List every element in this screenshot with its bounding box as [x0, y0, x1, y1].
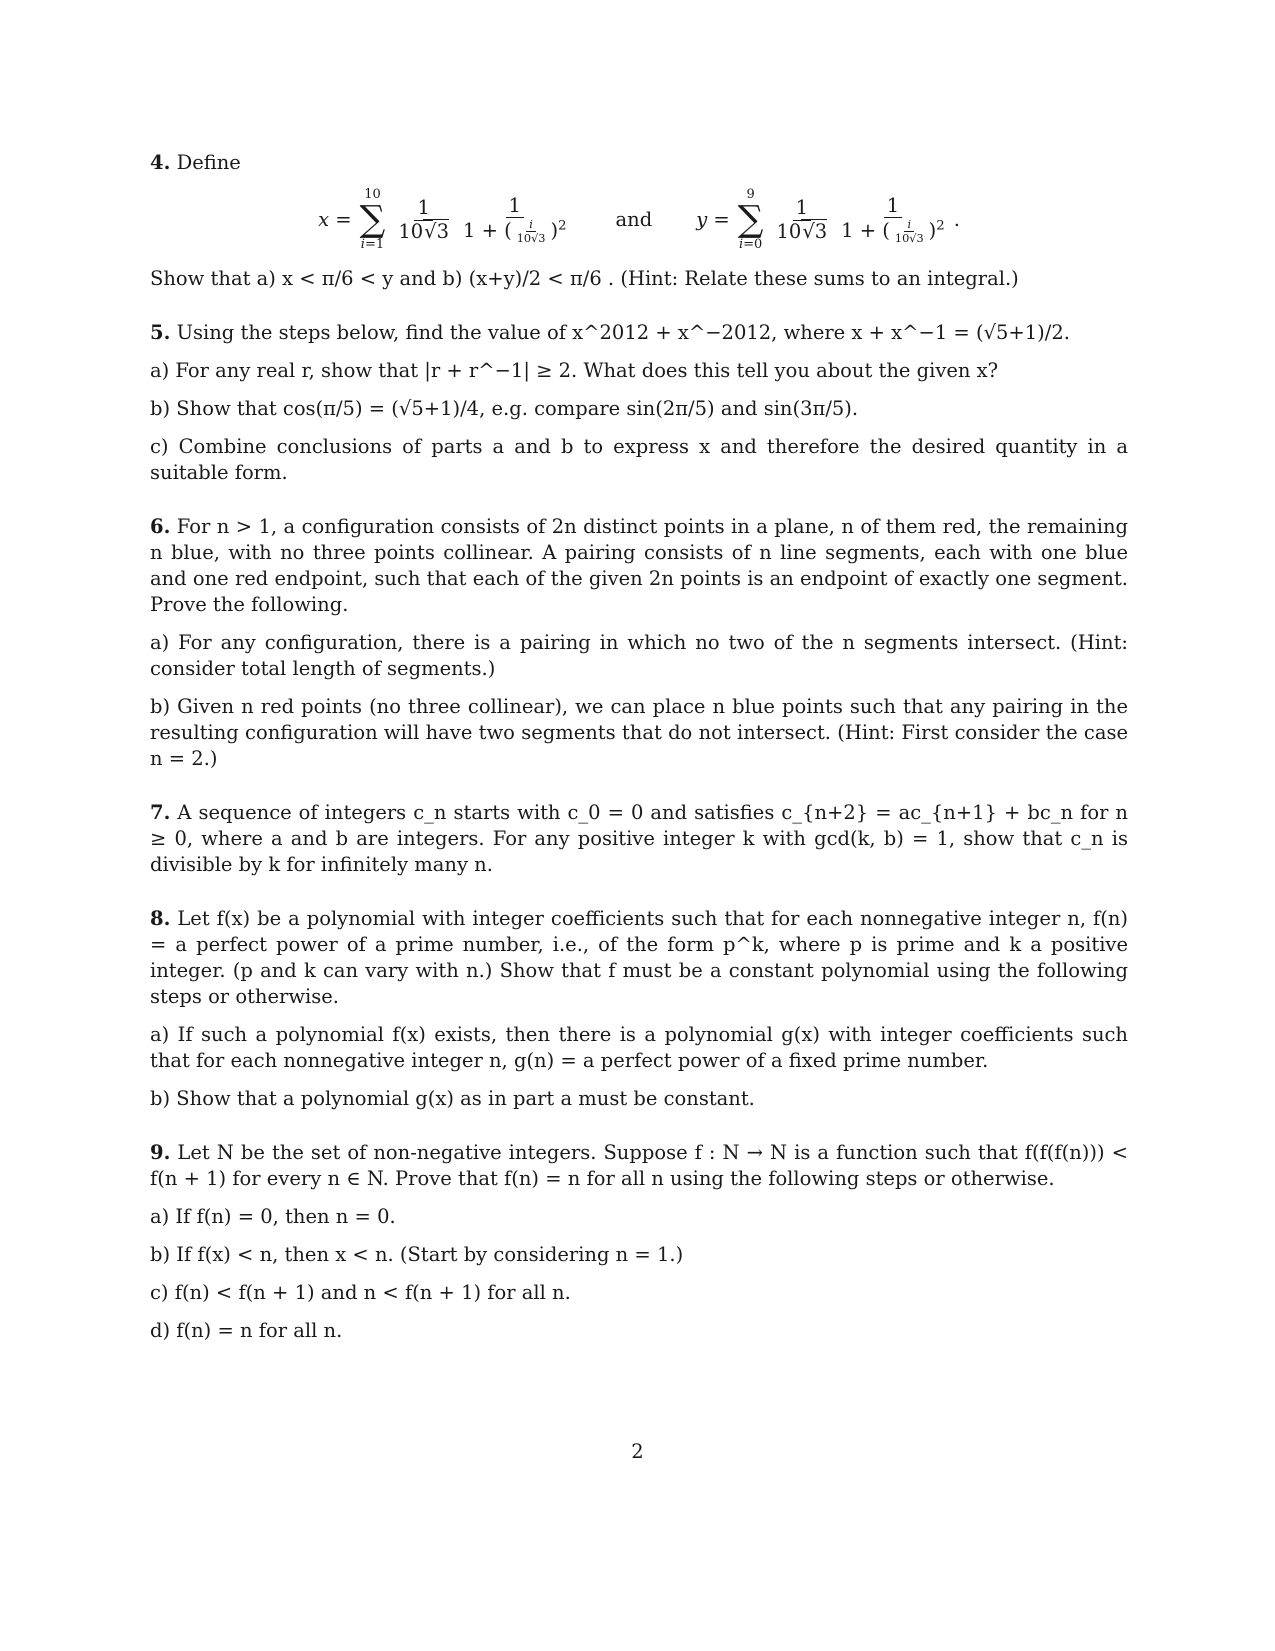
sum-y: 9 ∑ i=0: [737, 187, 764, 252]
problem-9-part-a: a) If f(n) = 0, then n = 0.: [150, 1205, 396, 1228]
problem-6-number: 6.: [150, 515, 171, 538]
problem-4-definitions: [150, 188, 1128, 252]
problem-8-part-a: a) If such a polynomial f(x) exists, then there is a polynomial g(x) with integer coefficients such that for each nonnegative integer n, g(n) = a perfect power of a fixed prime number.: [150, 1023, 1128, 1072]
problem-6-part-b: b) Given n red points (no three collinear), we can place n blue points such that any pairing in the resulting configuration will have two segments that do not intersect. (Hint: First consider the case n = 2.): [150, 695, 1128, 770]
problem-9-part-c: c) f(n) < f(n + 1) and n < f(n + 1) for all n.: [150, 1281, 571, 1304]
problem-4: [150, 150, 1128, 292]
problem-5-part-b: b) Show that cos(π/5) = (√5+1)/4, e.g. compare sin(2π/5) and sin(3π/5).: [150, 397, 859, 420]
problem-8-number: 8.: [150, 907, 171, 930]
problem-5-statement: [150, 320, 1128, 346]
problem-8-part-b: b) Show that a polynomial g(x) as in part a must be constant.: [150, 1087, 755, 1110]
problem-8-text: Let f(x) be a polynomial with integer coefficients such that for each nonnegative integer n, f(n) = a perfect power of a prime number, i.e., of the form p^k, where p is prime and k a positive integer. (p and k can vary with n.) Show that f must be a constant polynomial using the following steps or otherwise.: [150, 907, 1129, 1008]
problem-8: [150, 906, 1128, 1112]
problem-4-define: Define: [176, 151, 241, 174]
sum-x: 10 ∑ i=1: [359, 187, 386, 252]
problem-9-number: 9.: [150, 1141, 171, 1164]
problem-9-part-d: d) f(n) = n for all n.: [150, 1319, 343, 1342]
problem-9: [150, 1140, 1128, 1344]
problem-5-number: 5.: [150, 321, 171, 344]
problem-5-part-c: c) Combine conclusions of parts a and b to express x and therefore the desired quantity in a suitable form.: [150, 435, 1128, 484]
page-content: [150, 150, 1128, 1372]
page-number: 2: [631, 1440, 644, 1463]
problem-6-text: For n > 1, a configuration consists of 2n distinct points in a plane, n of them red, the remaining n blue, with no three points collinear. A pairing consists of n line segments, each with one blue and one red endpoint, such that each of the given 2n points is an endpoint of exactly one segment. Prove the following.: [150, 515, 1128, 616]
problem-7-text: A sequence of integers c_n starts with c_0 = 0 and satisfies c_{n+2} = ac_{n+1} + bc_n for n ≥ 0, where a and b are integers. For any positive integer k with gcd(k, b) = 1, show that c_n is divisible by k for infinitely many n.: [150, 801, 1128, 876]
problem-4-intro: [150, 150, 1128, 176]
problem-6-statement: [150, 514, 1128, 618]
problem-6-part-a: a) For any configuration, there is a pairing in which no two of the n segments intersect. (Hint: consider total length of segments.): [150, 631, 1128, 680]
problem-5: [150, 320, 1128, 486]
problem-7-number: 7.: [150, 801, 171, 824]
problem-4-statement: Show that a) x < π/6 < y and b) (x+y)/2 < π/6 . (Hint: Relate these sums to an integral.): [150, 267, 1019, 290]
problem-9-part-b: b) If f(x) < n, then x < n. (Start by considering n = 1.): [150, 1243, 684, 1266]
problem-6: [150, 514, 1128, 772]
problem-5-text: Using the steps below, find the value of x^2012 + x^−2012, where x + x^−1 = (√5+1)/2.: [176, 321, 1070, 344]
problem-7-statement: [150, 800, 1128, 878]
problem-8-statement: [150, 906, 1128, 1010]
problem-9-statement: [150, 1140, 1128, 1192]
y-definition: y = 9 ∑ i=0 $\frac{1}{10√3}$ 1 1 + ( $\frac{i}{10√3}$ )$^2$ .: [696, 187, 960, 252]
problem-7: [150, 800, 1128, 878]
problem-9-text: Let N be the set of non-negative integers. Suppose f : N → N is a function such that f(f(f(n))) < f(n + 1) for every n ∈ N. Prove that f(n) = n for all n using the following steps or otherwise.: [150, 1141, 1128, 1190]
x-definition: x = 10 ∑ i=1 $\frac{1}{10√3}$ 1 1 + ( $\frac{i}{10√3}$ )$^2$: [318, 187, 567, 252]
problem-4-number: 4.: [150, 151, 171, 174]
problem-5-part-a: a) For any real r, show that |r + r^−1| ≥ 2. What does this tell you about the given x?: [150, 359, 999, 382]
and-word: and: [615, 208, 653, 231]
